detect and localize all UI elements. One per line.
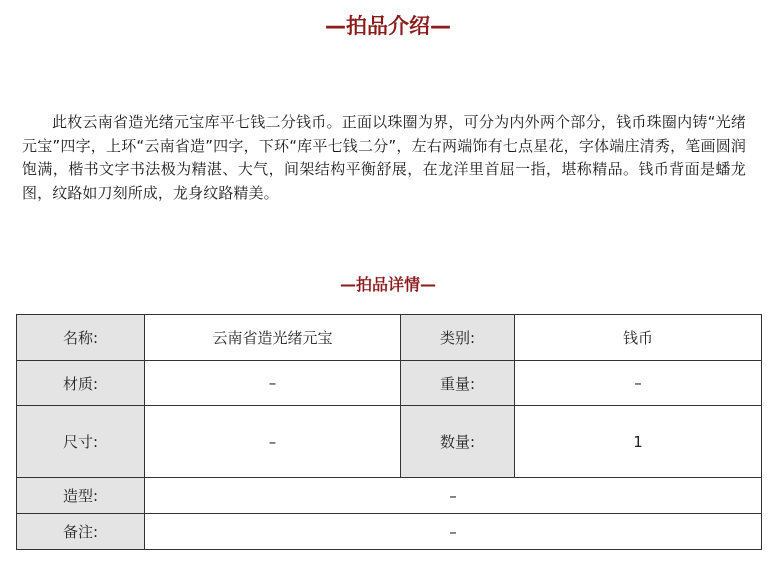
quantity-value: 1 [515,406,762,478]
intro-section-title: —拍品介绍— [325,14,451,38]
remarks-label: 备注: [17,514,145,550]
shape-value: – [145,478,762,514]
material-value: – [145,361,401,406]
name-label: 名称: [17,315,145,361]
size-value: – [145,406,401,478]
category-label: 类别: [401,315,515,361]
category-value: 钱币 [515,315,762,361]
table-row-material [17,361,762,406]
remarks-value: – [145,514,762,550]
table-row-size [17,406,762,478]
table-row-remarks [17,514,762,550]
intro-paragraph: 此枚云南省造光绪元宝库平七钱二分钱币。正面以珠圈为界，可分为内外两个部分，钱币珠圈内铸“光绪元宝”四字，上环“云南省造”四字，下环“库平七钱二分”，左右两端饰有七点星花，字体端庄清秀，笔画圆润饱满，楷书文字书法极为精湛、大气，间架结构平衡舒展，在龙洋里首屈一指，堪称精品。钱币背面是蟠龙图，纹路如刀刻所成，龙身纹路精美。 [22,113,746,202]
table-row-name [17,315,762,361]
weight-label: 重量: [401,361,515,406]
weight-value: – [515,361,762,406]
name-value: 云南省造光绪元宝 [145,315,401,361]
details-section-title: —拍品详情— [339,275,436,294]
shape-label: 造型: [17,478,145,514]
details-table [16,314,762,550]
size-label: 尺寸: [17,406,145,478]
table-row-shape [17,478,762,514]
material-label: 材质: [17,361,145,406]
quantity-label: 数量: [401,406,515,478]
